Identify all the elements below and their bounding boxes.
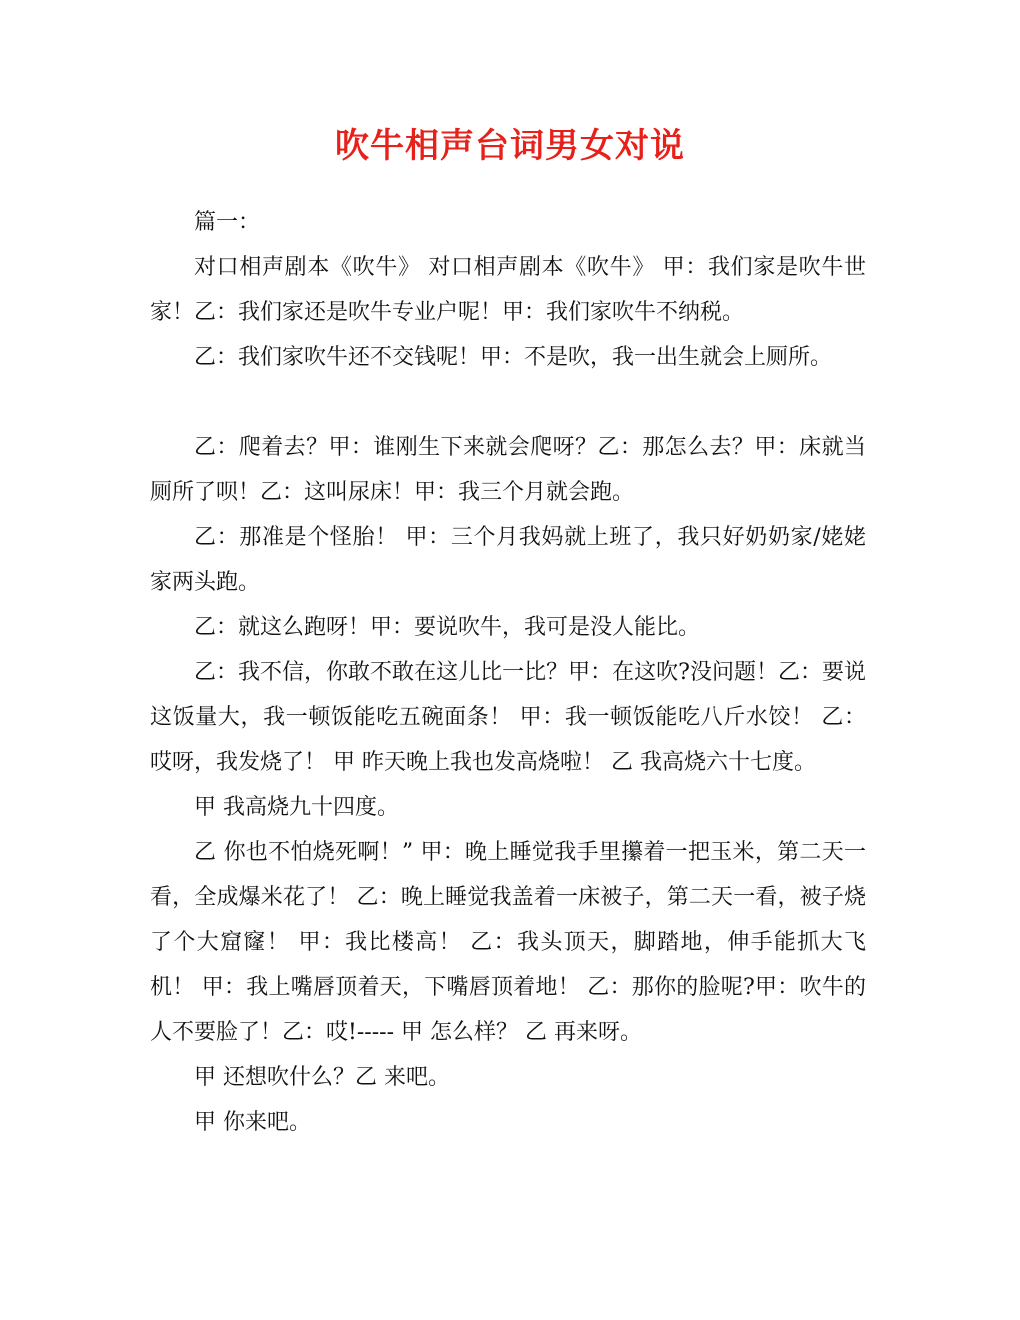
document-title: 吹牛相声台词男女对说	[335, 126, 685, 166]
paragraph: 乙：我们家吹牛还不交钱呢！甲：不是吹，我一出生就会上厕所。	[194, 345, 833, 370]
paragraph: 乙：那准是个怪胎！ 甲：三个月我妈就上班了，我只好奶奶家/姥姥家两头跑。	[150, 525, 866, 595]
document-body	[150, 200, 866, 1145]
paragraph: 甲 我高烧九十四度。	[194, 795, 399, 820]
blank-line	[150, 380, 866, 425]
paragraph: 对口相声剧本《吹牛》 对口相声剧本《吹牛》 甲：我们家是吹牛世家！乙：我们家还是吹牛专业户呢！甲：我们家吹牛不纳税。	[150, 255, 866, 325]
paragraph: 甲 你来吧。	[194, 1110, 311, 1135]
paragraph: 乙：爬着去？甲：谁刚生下来就会爬呀？乙：那怎么去？甲：床就当厕所了呗！乙：这叫尿床！甲：我三个月就会跑。	[150, 435, 866, 505]
paragraph: 甲 还想吹什么？乙 来吧。	[194, 1065, 450, 1090]
paragraph: 乙：就这么跑呀！甲：要说吹牛，我可是没人能比。	[194, 615, 701, 640]
section-heading: 篇一：	[194, 210, 261, 235]
paragraph: 乙：我不信，你敢不敢在这儿比一比？甲：在这吹?没问题！乙：要说这饭量大，我一顿饭能吃五碗面条！ 甲：我一顿饭能吃八斤水饺！ 乙：哎呀，我发烧了！ 甲 昨天晚上我也发高烧啦！ 乙 我高烧六十七度。	[150, 660, 866, 775]
paragraph: 乙 你也不怕烧死啊！” 甲：晚上睡觉我手里攥着一把玉米，第二天一看，全成爆米花了！ 乙：晚上睡觉我盖着一床被子，第二天一看，被子烧了个大窟窿！ 甲：我比楼高！ 乙：我头顶天，脚踏地，伸手能抓大飞机！ 甲：我上嘴唇顶着天，下嘴唇顶着地！ 乙：那你的脸呢?甲：吹牛的人不要脸了！乙：哎!----- 甲 怎么样？ 乙 再来呀。	[150, 840, 866, 1045]
